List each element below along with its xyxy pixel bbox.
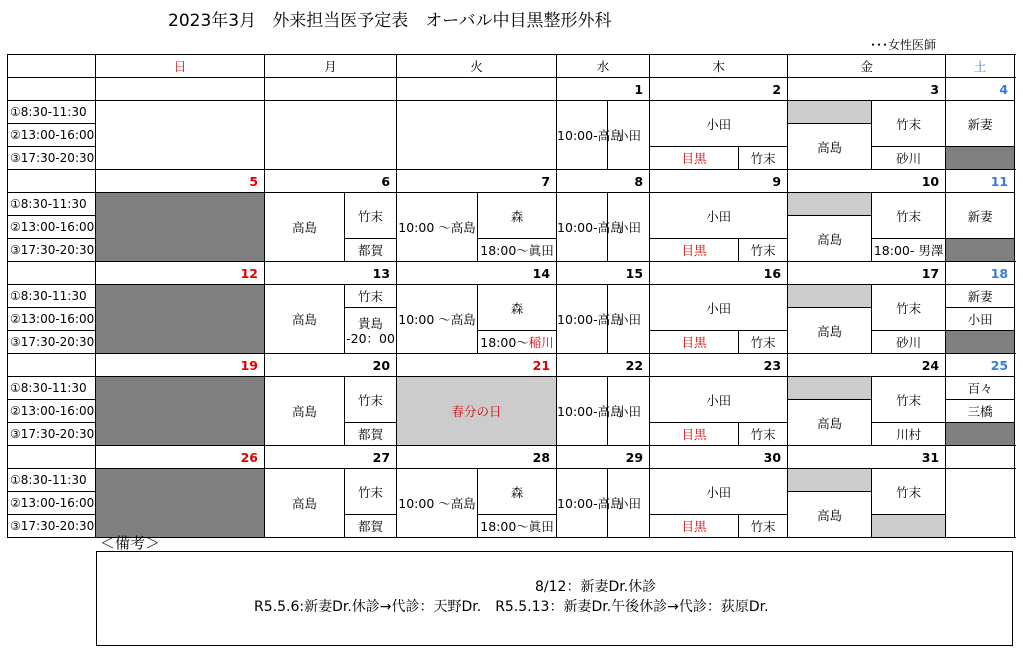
doctor-cell: 竹末 bbox=[345, 193, 397, 239]
doctor-cell: 目黒 bbox=[650, 515, 739, 538]
date-cell: 20 bbox=[265, 354, 397, 377]
closed-cell bbox=[946, 239, 1015, 262]
doctor-cell: 小田 bbox=[650, 101, 788, 147]
date-cell: 21 bbox=[397, 354, 557, 377]
slot-label: ②13:00-16:00 bbox=[8, 400, 96, 423]
doctor-cell: 新妻 bbox=[946, 101, 1015, 147]
doctor-cell: 都賀 bbox=[345, 423, 397, 446]
doctor-cell: 10:00-高島 bbox=[557, 377, 608, 446]
week2-date-row bbox=[8, 170, 1015, 193]
doctor-cell: 小田 bbox=[608, 101, 650, 170]
doctor-cell: 目黒 bbox=[650, 331, 739, 354]
date-cell: 5 bbox=[96, 170, 265, 193]
closed-cell bbox=[96, 469, 265, 538]
doctor-cell: 10:00-高島 bbox=[557, 285, 608, 354]
female-doctor-name: 稲川 bbox=[528, 335, 554, 350]
blank-cell bbox=[788, 469, 872, 492]
header-sun: 日 bbox=[96, 55, 265, 78]
week5-date-row bbox=[8, 446, 1015, 469]
corner-cell bbox=[8, 55, 96, 78]
slot-label: ②13:00-16:00 bbox=[8, 124, 96, 147]
doctor-cell: 森 bbox=[478, 469, 557, 515]
slot-label: ②13:00-16:00 bbox=[8, 492, 96, 515]
doctor-cell: 竹末 bbox=[739, 239, 788, 262]
date-cell: 15 bbox=[557, 262, 650, 285]
date-cell: 24 bbox=[788, 354, 946, 377]
doctor-cell: 高島 bbox=[265, 285, 345, 354]
doctor-cell: 砂川 bbox=[872, 331, 946, 354]
header-fri: 金 bbox=[788, 55, 946, 78]
doctor-cell: 小田 bbox=[650, 377, 788, 423]
doctor-cell: 高島 bbox=[788, 492, 872, 538]
slot-label: ③17:30-20:30 bbox=[8, 331, 96, 354]
doctor-cell: 新妻 bbox=[946, 285, 1015, 308]
date-cell: 28 bbox=[397, 446, 557, 469]
blank-cell bbox=[788, 101, 872, 124]
notes-label: ＜備考＞ bbox=[100, 534, 161, 552]
date-cell: 4 bbox=[946, 78, 1015, 101]
week1-slot1-row bbox=[8, 101, 1015, 124]
week4-slot1-row bbox=[8, 377, 1015, 400]
date-cell: 12 bbox=[96, 262, 265, 285]
doctor-cell: 10:00-高島 bbox=[557, 193, 608, 262]
doctor-cell: 竹末 bbox=[345, 469, 397, 515]
slot-label: ①8:30-11:30 bbox=[8, 285, 96, 308]
blank-cell bbox=[872, 515, 946, 538]
header-wed: 水 bbox=[557, 55, 650, 78]
doctor-cell: 竹末 bbox=[345, 285, 397, 308]
doctor-cell: 18:00～眞田 bbox=[478, 239, 557, 262]
weekday-header-row bbox=[8, 55, 1015, 78]
doctor-cell: 高島 bbox=[788, 216, 872, 262]
date-cell: 22 bbox=[557, 354, 650, 377]
date-cell: 18 bbox=[946, 262, 1015, 285]
date-cell: 6 bbox=[265, 170, 397, 193]
title-month: 2023年3月 bbox=[168, 11, 257, 31]
doctor-cell: 高島 bbox=[788, 308, 872, 354]
week3-date-row bbox=[8, 262, 1015, 285]
date-cell: 10 bbox=[788, 170, 946, 193]
doctor-cell: 竹末 bbox=[345, 377, 397, 423]
holiday-cell: 春分の日 bbox=[397, 377, 557, 446]
doctor-cell: 目黒 bbox=[650, 239, 739, 262]
slot-label: ②13:00-16:00 bbox=[8, 308, 96, 331]
notes-box bbox=[96, 551, 1013, 646]
date-cell: 31 bbox=[788, 446, 946, 469]
doctor-cell: 小田 bbox=[650, 469, 788, 515]
doctor-cell: 小田 bbox=[650, 193, 788, 239]
closed-cell bbox=[96, 377, 265, 446]
doctor-cell: 森 bbox=[478, 193, 557, 239]
doctor-cell: 高島 bbox=[788, 124, 872, 170]
slot-label: ②13:00-16:00 bbox=[8, 216, 96, 239]
date-cell: 9 bbox=[650, 170, 788, 193]
date-cell: 14 bbox=[397, 262, 557, 285]
doctor-cell: 竹末 bbox=[872, 469, 946, 515]
slot-label: ①8:30-11:30 bbox=[8, 377, 96, 400]
week1-date-row bbox=[8, 78, 1015, 101]
slot-label: ①8:30-11:30 bbox=[8, 193, 96, 216]
date-cell: 27 bbox=[265, 446, 397, 469]
closed-cell bbox=[96, 285, 265, 354]
slot-label: ①8:30-11:30 bbox=[8, 469, 96, 492]
closed-cell bbox=[946, 423, 1015, 446]
page-title bbox=[168, 6, 611, 31]
doctor-cell: 竹末 bbox=[872, 193, 946, 239]
week5-slot1-row bbox=[8, 469, 1015, 492]
doctor-cell: 都賀 bbox=[345, 239, 397, 262]
slot-label: ③17:30-20:30 bbox=[8, 423, 96, 446]
schedule-table bbox=[7, 54, 1015, 538]
doctor-cell: 新妻 bbox=[946, 193, 1015, 239]
note-line-1: 8/12：新妻Dr.休診 bbox=[535, 579, 657, 595]
doctor-cell: 竹末 bbox=[872, 285, 946, 331]
doctor-cell: 貴島 -20：00 bbox=[345, 308, 397, 354]
week2-slot1-row bbox=[8, 193, 1015, 216]
doctor-cell: 竹末 bbox=[739, 147, 788, 170]
doctor-cell: 10:00 ～高島 bbox=[397, 285, 478, 354]
doctor-cell: 18:00～眞田 bbox=[478, 515, 557, 538]
title-name: 外来担当医予定表 オーバル中目黒整形外科 bbox=[272, 11, 612, 31]
doctor-cell: 小田 bbox=[608, 377, 650, 446]
date-cell: 17 bbox=[788, 262, 946, 285]
date-cell: 26 bbox=[96, 446, 265, 469]
doctor-cell: 高島 bbox=[265, 377, 345, 446]
doctor-cell: 竹末 bbox=[872, 101, 946, 147]
header-sat: 土 bbox=[946, 55, 1015, 78]
week3-slot1-row bbox=[8, 285, 1015, 308]
slot-label: ③17:30-20:30 bbox=[8, 515, 96, 538]
closed-cell bbox=[946, 147, 1015, 170]
doctor-cell: 10:00 ～高島 bbox=[397, 469, 478, 538]
blank-cell bbox=[788, 285, 872, 308]
doctor-cell: 小田 bbox=[608, 469, 650, 538]
date-cell: 13 bbox=[265, 262, 397, 285]
doctor-cell: 10:00 ～高島 bbox=[397, 193, 478, 262]
header-mon: 月 bbox=[265, 55, 397, 78]
date-cell: 2 bbox=[650, 78, 788, 101]
header-thu: 木 bbox=[650, 55, 788, 78]
doctor-cell: 三橋 bbox=[946, 400, 1015, 423]
doctor-cell: 小田 bbox=[946, 308, 1015, 331]
doctor-cell: 都賀 bbox=[345, 515, 397, 538]
slot-label: ①8:30-11:30 bbox=[8, 101, 96, 124]
note-line-2: R5.5.6:新妻Dr.休診→代診：天野Dr. R5.5.13：新妻Dr.午後休診→代診：荻原Dr. bbox=[254, 599, 769, 615]
doctor-cell: 目黒 bbox=[650, 147, 739, 170]
doctor-cell: 18:00～稲川 bbox=[478, 331, 557, 354]
doctor-cell: 小田 bbox=[650, 285, 788, 331]
doctor-cell: 目黒 bbox=[650, 423, 739, 446]
doctor-cell: 小田 bbox=[608, 193, 650, 262]
slot-label: ③17:30-20:30 bbox=[8, 147, 96, 170]
doctor-cell: 高島 bbox=[265, 193, 345, 262]
doctor-cell: 10:00-高島 bbox=[557, 101, 608, 170]
date-cell: 30 bbox=[650, 446, 788, 469]
doctor-cell: 小田 bbox=[608, 285, 650, 354]
doctor-cell: 10:00-高島 bbox=[557, 469, 608, 538]
date-cell: 25 bbox=[946, 354, 1015, 377]
doctor-cell: 高島 bbox=[788, 400, 872, 446]
date-cell: 19 bbox=[96, 354, 265, 377]
slot-label: ③17:30-20:30 bbox=[8, 239, 96, 262]
doctor-cell: 森 bbox=[478, 285, 557, 331]
date-cell: 8 bbox=[557, 170, 650, 193]
date-cell: 7 bbox=[397, 170, 557, 193]
blank-cell bbox=[788, 193, 872, 216]
doctor-cell: 高島 bbox=[265, 469, 345, 538]
date-cell: 29 bbox=[557, 446, 650, 469]
date-cell: 1 bbox=[557, 78, 650, 101]
doctor-cell: 竹末 bbox=[739, 423, 788, 446]
doctor-cell: 竹末 bbox=[872, 377, 946, 423]
doctor-cell: 川村 bbox=[872, 423, 946, 446]
doctor-cell: 竹末 bbox=[739, 331, 788, 354]
doctor-cell: 砂川 bbox=[872, 147, 946, 170]
doctor-cell: 18:00- 男澤 bbox=[872, 239, 946, 262]
closed-cell bbox=[96, 193, 265, 262]
closed-cell bbox=[946, 331, 1015, 354]
doctor-cell: 竹末 bbox=[739, 515, 788, 538]
date-cell: 23 bbox=[650, 354, 788, 377]
doctor-cell: 百々 bbox=[946, 377, 1015, 400]
date-cell: 11 bbox=[946, 170, 1015, 193]
date-cell: 16 bbox=[650, 262, 788, 285]
female-doctor-legend: ･･･女性医師 bbox=[870, 38, 937, 52]
header-tue: 火 bbox=[397, 55, 557, 78]
week4-date-row bbox=[8, 354, 1015, 377]
date-cell: 3 bbox=[788, 78, 946, 101]
blank-cell bbox=[788, 377, 872, 400]
